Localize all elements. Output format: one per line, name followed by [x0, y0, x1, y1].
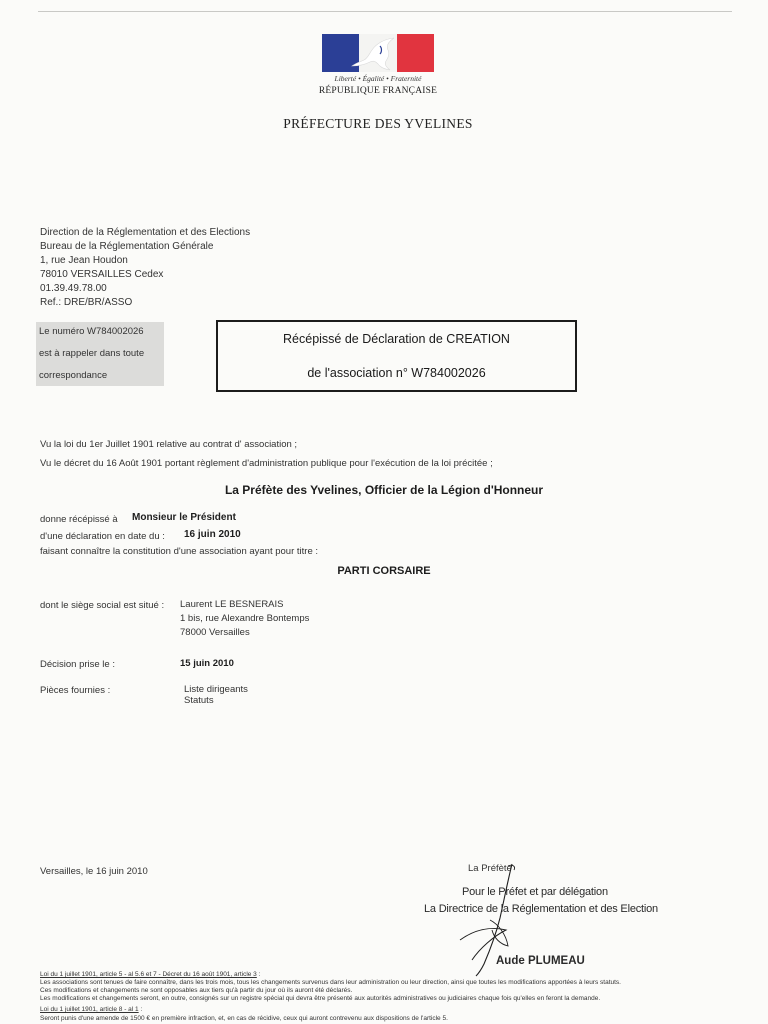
reference-line: Le numéro W784002026 [39, 326, 144, 337]
address-line: Ref.: DRE/BR/ASSO [40, 297, 133, 308]
legal-ref-link: Loi du 1 juillet 1901, article 5 - al 5.6 et 7 - Décret du 16 août 1901, article 3 [40, 971, 257, 978]
recipient-value: Monsieur le Président [132, 512, 236, 523]
reference-line: correspondance [39, 370, 108, 381]
legal-note: Les modifications et changements seront, en outre, consignés sur un registre spécial qui devra être présenté aux autorités administratives ou judiciaires chaque fois qu'elles en feront la demande. [40, 995, 601, 1002]
decree-reference: Vu le décret du 16 Août 1901 portant règlement d'administration publique pour l'exécution de la loi précitée ; [40, 458, 493, 469]
siege-line: Laurent LE BESNERAIS [180, 599, 284, 610]
top-rule [38, 11, 732, 12]
address-line: Bureau de la Réglementation Générale [40, 241, 214, 252]
decision-value: 15 juin 2010 [180, 658, 234, 669]
association-title: PARTI CORSAIRE [337, 565, 431, 577]
reference-number-box [36, 322, 164, 386]
prefecture-title: PRÉFECTURE DES YVELINES [283, 116, 473, 131]
marianne-profile-icon [350, 36, 400, 72]
association-number: de l'association n° W784002026 [307, 366, 486, 380]
legal-ref-suffix: : [140, 1006, 143, 1013]
declaration-date-value: 16 juin 2010 [184, 529, 241, 540]
pieces-item: Liste dirigeants [184, 684, 248, 695]
flag-red-band [397, 34, 434, 72]
signatory-name: Aude PLUMEAU [496, 955, 585, 967]
siege-label: dont le siège social est situé : [40, 600, 165, 611]
legal-note: Les associations sont tenues de faire connaître, dans les trois mois, tous les changements survenus dans leur administration ou leur direction, ainsi que toutes les modifications apportées à leurs statuts. [40, 979, 621, 986]
marianne-logo [322, 34, 434, 72]
decision-label: Décision prise le : [40, 659, 115, 670]
reference-line: est à rappeler dans toute [39, 348, 145, 359]
authority-heading: La Préfète des Yvelines, Officier de la Légion d'Honneur [224, 483, 544, 497]
address-line: Direction de la Réglementation et des Elections [40, 227, 251, 238]
legal-ref-link: Loi du 1 juillet 1901, article 8 - al 1 [40, 1006, 139, 1013]
legal-reference-1 [40, 971, 260, 979]
law-reference: Vu la loi du 1er Juillet 1901 relative au contrat d' association ; [40, 439, 298, 450]
address-line: 01.39.49.78.00 [40, 283, 107, 294]
republique-francaise-label: RÉPUBLIQUE FRANÇAISE [318, 86, 438, 96]
siege-line: 78000 Versailles [180, 627, 250, 638]
address-line: 1, rue Jean Houdon [40, 255, 128, 266]
declaration-date-label: d'une déclaration en date du : [40, 531, 165, 542]
republic-motto: Liberté • Égalité • Fraternité [334, 74, 422, 83]
pieces-item: Statuts [184, 695, 214, 706]
legal-note: Ces modifications et changements ne sont opposables aux tiers qu'à partir du jour où ils auront été déclarés. [40, 987, 353, 994]
signatory-title: La Préfète [468, 863, 512, 874]
legal-reference-2 [40, 1006, 142, 1014]
legal-note: Seront punis d'une amende de 1500 € en première infraction, et, en cas de récidive, ceux qui auront contrevenu aux dispositions de l'article 5. [40, 1015, 448, 1022]
delegation-line: La Directrice de la Réglementation et des Election [424, 903, 658, 915]
pieces-label: Pièces fournies : [40, 685, 111, 696]
delegation-line: Pour le Préfet et par délégation [462, 886, 608, 898]
place-date: Versailles, le 16 juin 2010 [40, 866, 148, 877]
constitution-text: faisant connaître la constitution d'une association ayant pour titre : [40, 546, 319, 557]
siege-line: 1 bis, rue Alexandre Bontemps [180, 613, 310, 624]
address-line: 78010 VERSAILLES Cedex [40, 269, 164, 280]
receipt-title: Récépissé de Déclaration de CREATION [283, 332, 510, 346]
sender-address [40, 226, 250, 310]
handwritten-signature [450, 860, 540, 980]
receipt-title-box [216, 320, 577, 392]
signature-block [420, 860, 720, 980]
legal-ref-suffix: : [258, 971, 261, 978]
recipient-label: donne récépissé à [40, 514, 118, 525]
